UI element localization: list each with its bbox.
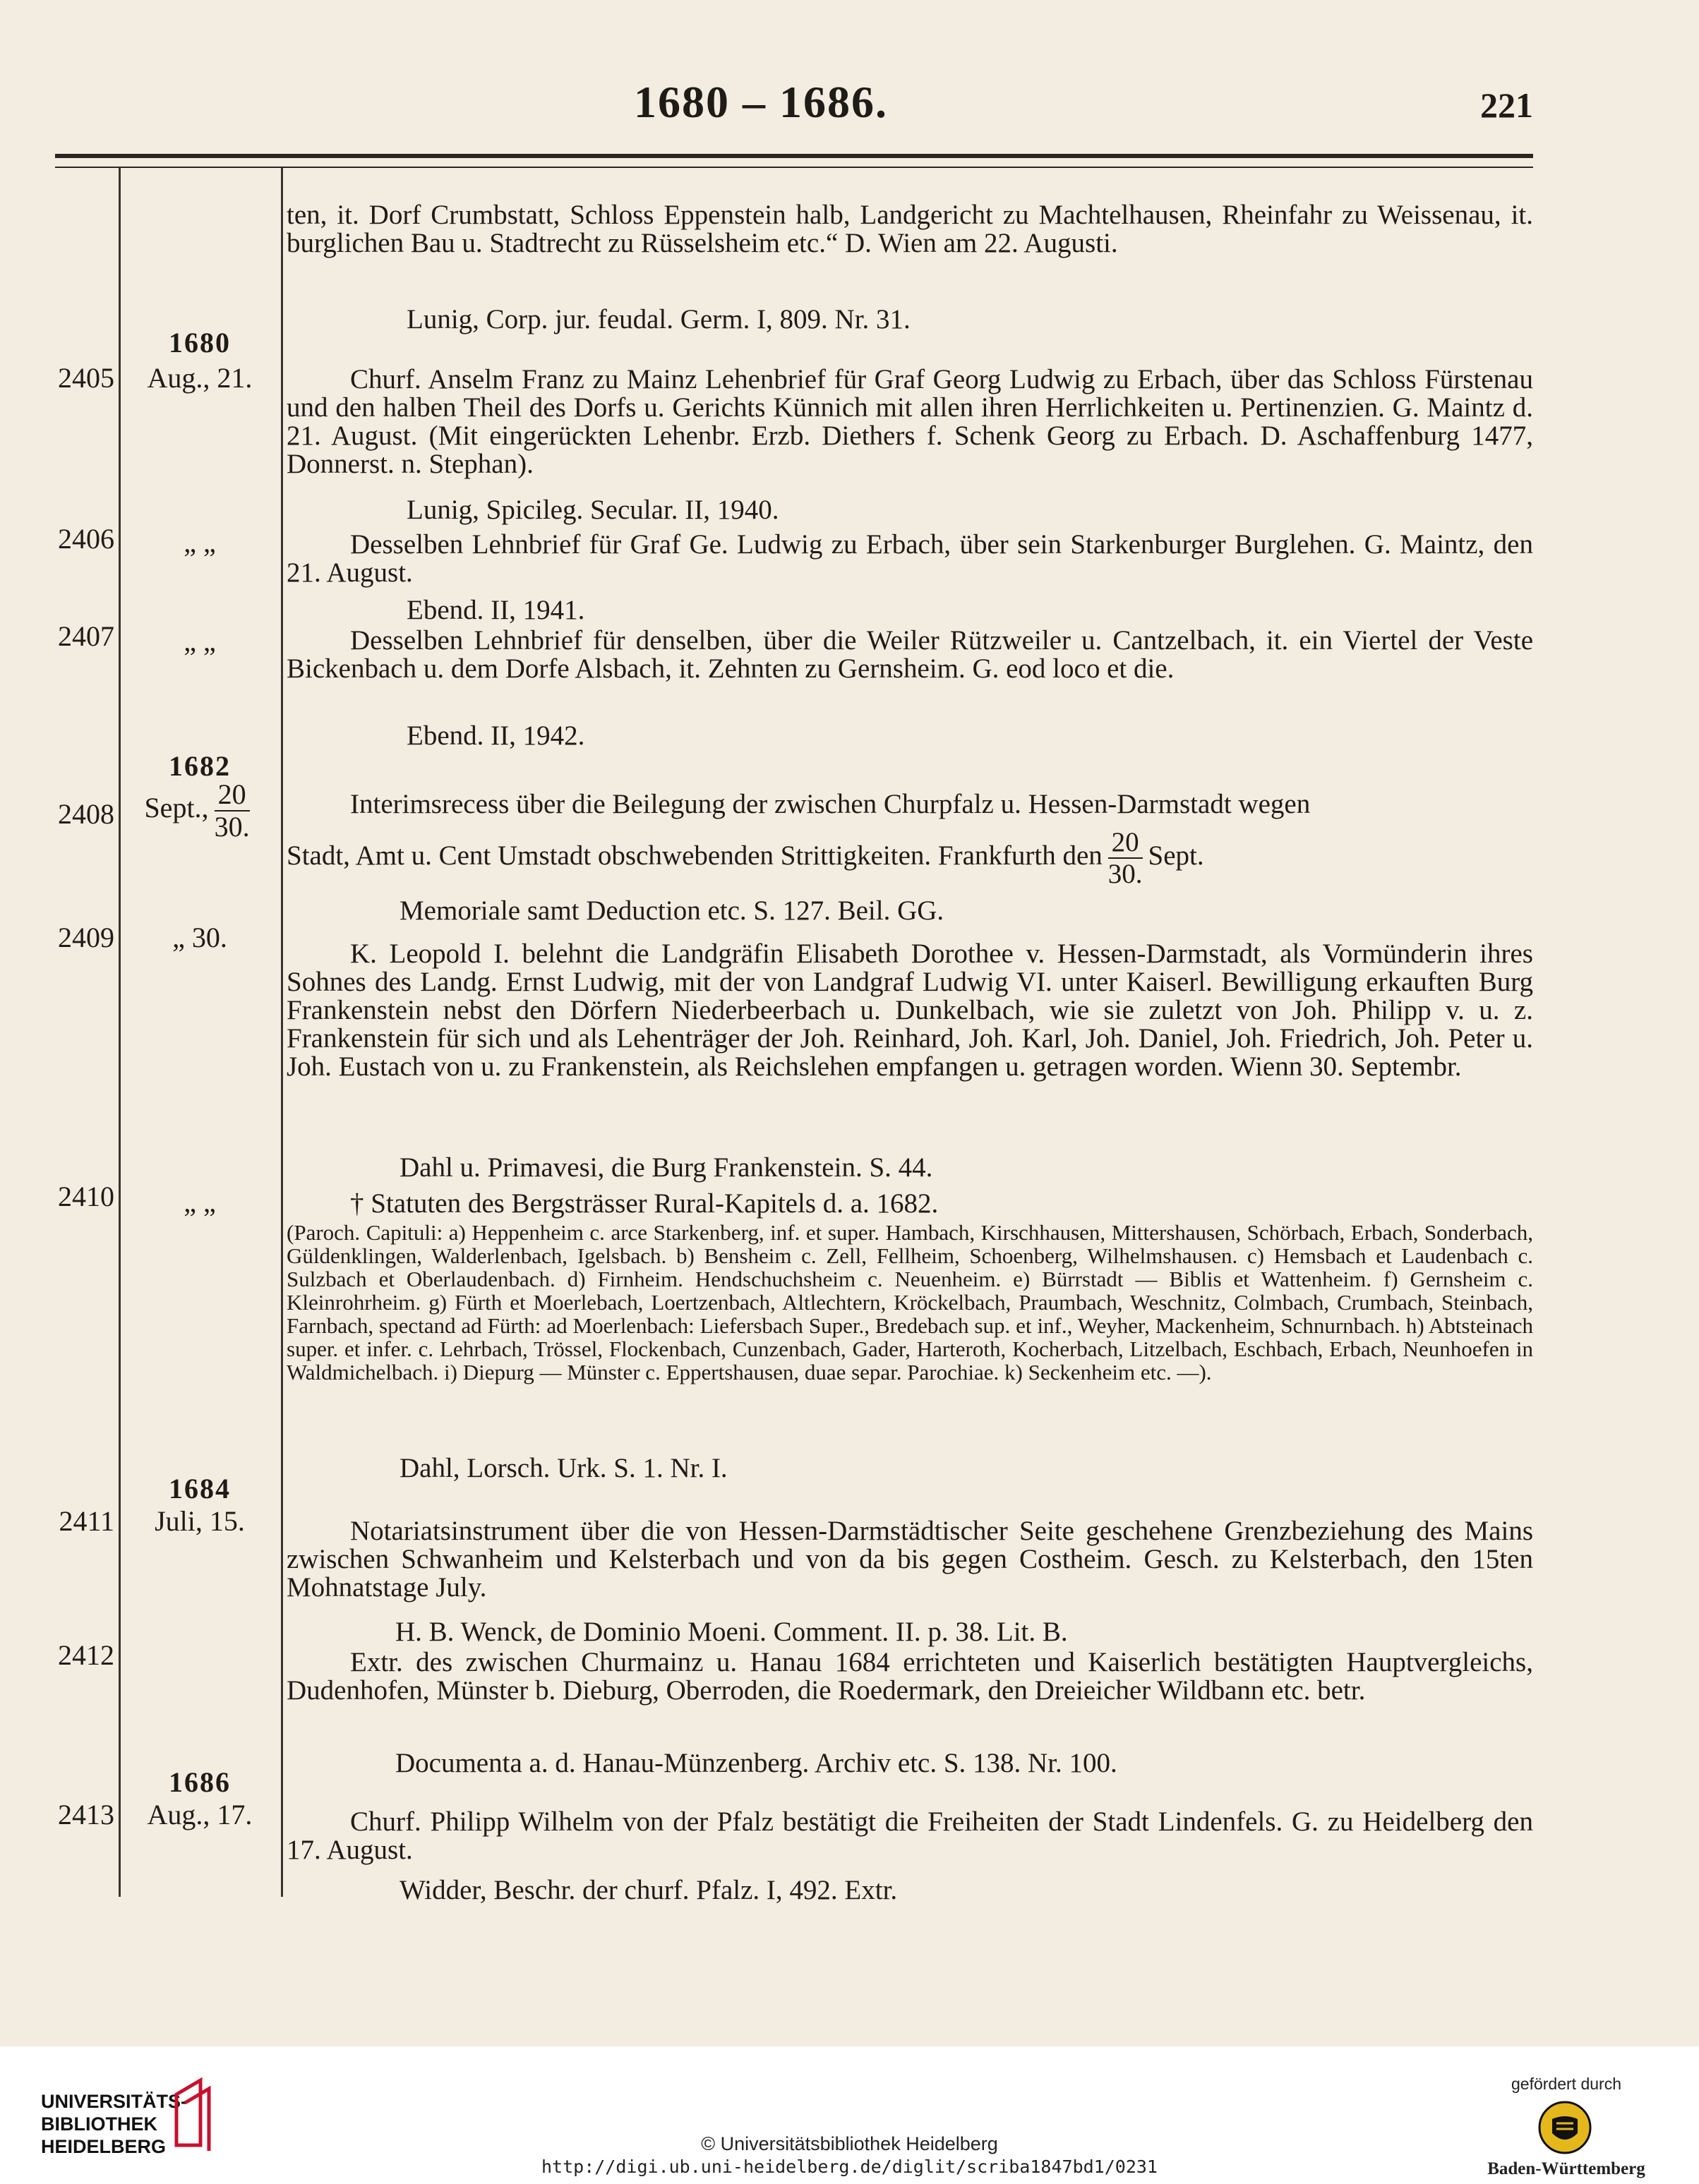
entry-number-2413: 2413 xyxy=(58,1799,114,1830)
entry-text-2412-body: Extr. des zwischen Churmainz u. Hanau 1684 errichteten und Kaiserlich bestätigten Hauptvergleichs, Dudenhofen, Münster b. Dieburg, Oberroden, die Roedermark, den Dreieicher Wildbann etc. betr. xyxy=(287,1647,1533,1706)
year-heading-1682: 1682 xyxy=(169,750,231,782)
entry-date-2407: „ „ xyxy=(184,625,216,657)
library-logo-line3: HEIDELBERG xyxy=(41,2136,167,2157)
entry-text-2410-parishes: (Paroch. Capituli: a) Heppenheim c. arce Starkenberg, inf. et super. Hambach, Kirschhausen, Mittershausen, Schörbach, Erbach, Sonderbach, Güldenklingen, Walderlenbach, Igelsbach. b) Bensheim c. Zell, Fellheim, Schoenberg, Wilhelmshausen. c) Hemsbach et Laudenbach c. Sulzbach et Oberlaudenbach. d) Firnheim. Hendschuchsheim c. Neuenheim. e) Bürrstadt — Biblis et Wattenheim. f) Gernsheim c. Kleinrohrheim. g) Fürth et Moerlebach, Loertzenbach, Altlechtern, Kröckelbach, Praumbach, Weschnitz, Colmbach, Crumbach, Steinbach, Farnbach, spectand ad Fürth: ad Moerlenbach: Liefersbach Super., Bredebach sup. et inf., Weyher, Mackenheim, Schnurnbach. h) Abtsteinach super. et infer. c. Lehrbach, Trössel, Flockenbach, Cunzenbach, Gader, Harteroth, Kocherbach, Litzelbach, Eschbach, Erbach, Neunhoefen in Waldmichelbach. i) Diepurg — Münster c. Eppertshausen, duae separ. Parochiae. k) Seckenheim etc. —). xyxy=(287,1220,1533,1384)
entry-text-2406 xyxy=(287,531,1533,587)
entry-text-2413-body: Churf. Philipp Wilhelm von der Pfalz bestätigt die Freiheiten der Stadt Lindenfels. G. zu Heidelberg den 17. August. xyxy=(287,1806,1533,1865)
entry-text-2409 xyxy=(287,940,1533,1081)
sponsor-label: gefördert durch xyxy=(1511,2075,1621,2093)
entry-date-2411: Juli, 15. xyxy=(155,1505,245,1537)
entry-source-2408: Memoriale samt Deduction etc. S. 127. Beil. GG. xyxy=(400,895,944,926)
entry-number-2408: 2408 xyxy=(58,798,114,830)
entry-date-2405: Aug., 21. xyxy=(147,362,253,394)
entry-number-2412: 2412 xyxy=(58,1639,114,1671)
entry-source-2405: Lunig, Spicileg. Secular. II, 1940. xyxy=(407,495,779,525)
entry-source-2411: H. B. Wenck, de Dominio Moeni. Comment. II. p. 38. Lit. B. xyxy=(395,1617,1068,1647)
entry-number-2409: 2409 xyxy=(58,922,114,953)
entry-text-2411 xyxy=(287,1517,1533,1602)
entry-text-2408-fraction xyxy=(1108,828,1143,888)
header-rule-thin xyxy=(55,167,1533,168)
entry-number-2411: 2411 xyxy=(59,1505,114,1537)
page-header xyxy=(55,76,1533,140)
year-heading-1684: 1684 xyxy=(169,1473,231,1504)
entry-text-2408-line2a: Stadt, Amt u. Cent Umstadt obschwebenden Strittigkeiten. Frankfurth den xyxy=(287,840,1103,871)
copyright-notice: © Universitätsbibliothek Heidelberg xyxy=(701,2133,998,2154)
entry-number-2407: 2407 xyxy=(58,620,114,652)
entry-number-2405: 2405 xyxy=(58,362,114,394)
entry-date-2406: „ „ xyxy=(184,526,216,558)
footer-bar xyxy=(0,2046,1699,2184)
entry-text-2408-line1: Interimsrecess über die Beilegung der zwischen Churpfalz u. Hessen-Darmstadt wegen xyxy=(350,789,1311,819)
entry-source-2407: Ebend. II, 1942. xyxy=(407,720,585,751)
fraction-numerator: 20 xyxy=(1108,828,1143,859)
entry-text-2411-body: Notariatsinstrument über die von Hessen-Darmstädtischer Seite geschehene Grenzbeziehung des Mains zwischen Schwanheim und Kelsterbach und von da bis gegen Costheim. Gesch. zu Kelsterbach, den 15ten Mohnatstage July. xyxy=(287,1516,1533,1603)
entry-text-2409-body: K. Leopold I. belehnt die Landgräfin Elisabeth Dorothee v. Hessen-Darmstadt, als Vormünderin ihres Sohnes des Landg. Ernst Ludwig, mit der von Landgraf Ludwig VI. unter Kaiserl. Bewilligung erkauften Burg Frankenstein nebst den Dörfern Niederbeerbach u. Dunkelbach, wie sie zuletzt von Joh. Philipp v. u. z. Frankenstein für sich und als Lehenträger der Joh. Reinhard, Joh. Karl, Joh. Daniel, Joh. Friedrich, Joh. Peter u. Joh. Eustach von u. zu Frankenstein, als Reichslehen empfangen u. getragen worden. Wienn 30. Septembr. xyxy=(287,939,1533,1082)
continuation-source: Lunig, Corp. jur. feudal. Germ. I, 809. Nr. 31. xyxy=(407,304,911,334)
permalink-url[interactable]: http://digi.ub.uni-heidelberg.de/diglit/scriba1847bd1/0231 xyxy=(541,2156,1158,2177)
column-rule-left xyxy=(119,168,121,1897)
entry-text-2405-body: Churf. Anselm Franz zu Mainz Lehenbrief für Graf Georg Ludwig zu Erbach, über das Schloss Fürstenau und den halben Theil des Dorfs u. Gerichts Künnich mit allen ihren Herrlichkeiten u. Pertinenzien. G. Maintz d. 21. August. (Mit eingerückten Lehenbr. Erzb. Diethers f. Schenk Georg zu Erbach. D. Aschaffenburg 1477, Donnerst. n. Stephan). xyxy=(287,364,1533,479)
fraction-numerator: 20 xyxy=(215,780,250,812)
entry-text-2406-body: Desselben Lehnbrief für Graf Ge. Ludwig zu Erbach, über sein Starkenburger Burglehen. G. Maintz, den 21. August. xyxy=(287,529,1533,588)
entry-text-2410 xyxy=(287,1190,1533,1218)
state-coat-of-arms-icon xyxy=(1537,2099,1593,2156)
entry-date-2408-fraction xyxy=(215,780,250,841)
entry-text-2407-body: Desselben Lehnbrief für denselben, über die Weiler Rützweiler u. Cantzelbach, it. ein Viertel der Veste Bickenbach u. dem Dorfe Alsbach, it. Zehnten zu Gernsheim. G. eod loco et die. xyxy=(287,625,1533,684)
entry-source-2406: Ebend. II, 1941. xyxy=(407,595,585,625)
entry-text-2410-lead: † Statuten des Bergsträsser Rural-Kapitels d. a. 1682. xyxy=(350,1188,939,1219)
entry-number-2406: 2406 xyxy=(58,523,114,555)
entry-source-2409: Dahl u. Primavesi, die Burg Frankenstein. S. 44. xyxy=(400,1152,933,1183)
page-number: 221 xyxy=(1480,85,1533,125)
entry-date-2413: Aug., 17. xyxy=(147,1799,253,1830)
entry-source-2412: Documenta a. d. Hanau-Münzenberg. Archiv etc. S. 138. Nr. 100. xyxy=(395,1748,1117,1778)
continuation-text: ten, it. Dorf Crumbstatt, Schloss Eppenstein halb, Landgericht zu Machtelhausen, Rheinfahr zu Weissenau, it. burglichen Bau u. Stadtrecht zu Rüsselsheim etc.“ D. Wien am 22. Augusti. xyxy=(287,200,1533,258)
entry-text-2408 xyxy=(287,790,1533,888)
entry-text-2408-line2b: Sept. xyxy=(1148,840,1204,871)
entry-date-2408 xyxy=(126,780,274,841)
entry-date-2410: „ „ xyxy=(184,1186,216,1218)
entry-text-2413 xyxy=(287,1808,1533,1864)
entry-number-2410: 2410 xyxy=(58,1181,114,1212)
library-logo-line2: BIBLIOTHEK xyxy=(41,2113,157,2135)
entry-source-2410: Dahl, Lorsch. Urk. S. 1. Nr. I. xyxy=(400,1453,728,1483)
sponsor-name[interactable]: Baden-Württemberg xyxy=(1487,2159,1645,2178)
column-rule-right xyxy=(281,168,283,1897)
entry-date-2409: „ 30. xyxy=(172,922,227,953)
year-heading-1680: 1680 xyxy=(169,327,231,358)
entry-source-2413: Widder, Beschr. der churf. Pfalz. I, 492. Extr. xyxy=(400,1875,898,1905)
fraction-denominator: 30. xyxy=(214,811,250,843)
header-rule-thick xyxy=(55,154,1533,158)
entry-date-2408-prefix: Sept., xyxy=(144,792,209,824)
entry-text-2412 xyxy=(287,1648,1533,1705)
library-logo-line1: UNIVERSITÄTS- xyxy=(41,2091,188,2112)
header-years: 1680 – 1686. xyxy=(634,77,888,127)
fraction-denominator: 30. xyxy=(1107,859,1143,889)
entry-text-2407 xyxy=(287,627,1533,683)
entry-text-2405 xyxy=(287,366,1533,478)
year-heading-1686: 1686 xyxy=(169,1766,231,1798)
